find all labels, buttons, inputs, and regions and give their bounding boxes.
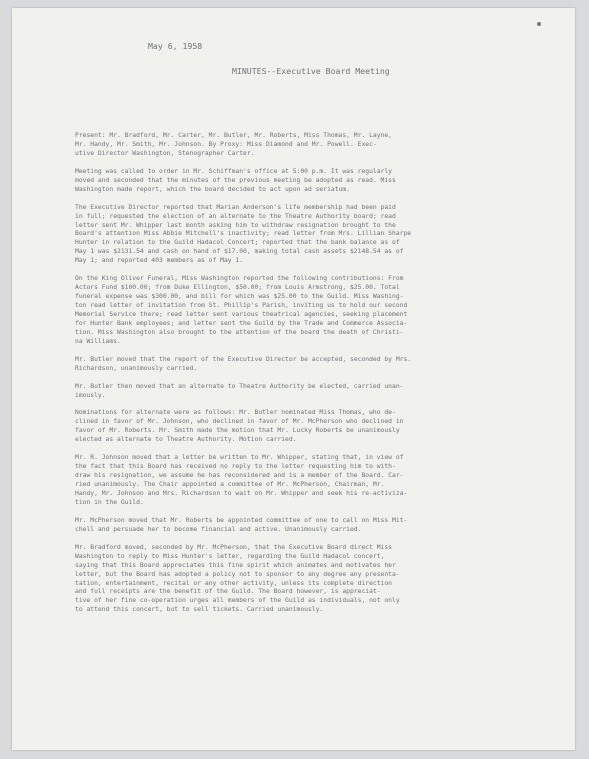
text-line: saying that this Board appreciates this fine spirit which animates and motivates her [75,561,396,569]
text-line: funeral expense was $300.00, and bill for which was $25.00 to the Guild. Miss Washing- [75,293,404,301]
text-line: letter, but the Board has adopted a policy not to sponsor to any degree any presenta- [75,570,400,578]
text-line: Washington to reply to Miss Hunter's letter, regarding the Guild Hadacol concert, [75,552,385,560]
paragraph [75,168,571,195]
text-line: On the King Oliver Funeral, Miss Washington reported the following contributions: From [75,275,404,283]
text-line: Mr. McPherson moved that Mr. Roberts be appointed committee of one to call on Miss Mit- [75,516,408,524]
text-line: for Hunter Bank employees; and letter sent the Guild by the Trade and Commerce Associa- [75,319,408,327]
text-line: Memorial Service there; read letter sent various theatrical agencies, seeking placement [75,311,408,319]
text-line: elected as alternate to Theatre Authority. Motion carried. [75,436,297,444]
text-line: Handy, Mr. Johnson and Mrs. Richardson to wait on Mr. Whipper and seek his re-activiza- [75,490,408,498]
text-line: draw his resignation, we assume he has reconsidered and is a member of the Board. Car- [75,472,404,480]
paragraph [75,383,571,401]
text-line: clined in favor of Mr. Johnson, who declined in favor of Mr. McPherson who declined in [75,418,404,426]
text-line: May 1; and reported 403 members as of May 1. [75,257,244,265]
text-line: Mr. R. Johnson moved that a letter be written to Mr. Whipper, stating that, in view of [75,454,404,462]
text-line: tion in the Guild. [75,498,144,506]
text-line: Present: Mr. Bradford, Mr. Carter, Mr. Butler, Mr. Roberts, Miss Thomas, Mr. Layne, [75,132,392,139]
text-line: Richardson, unanimously carried. [75,364,198,372]
text-line: May 1 was $2131.54 and cash on hand of $17.00, making total cash assets $2148.54 as of [75,248,404,256]
text-line: favor of Mr. Roberts. Mr. Smith made the motion that Mr. Lucky Roberts be unanimously [75,427,400,435]
text-line: Mr. Butler then moved that an alternate to Theatre Authority be elected, carried unan- [75,382,404,390]
paragraph [75,204,571,267]
text-line: in full; requested the election of an alternate to the Theatre Authority board; read [75,212,396,220]
text-line: Nominations for alternate were as follows: Mr. Butler nominated Miss Thomas, who de- [75,409,396,417]
text-line: the fact that this Board has received no reply to the letter requesting him to with- [75,463,396,471]
paragraph [75,275,571,347]
document-page [12,8,575,750]
document-body [75,132,571,624]
paragraph [75,409,571,445]
text-line: imously. [75,391,106,399]
paragraph [75,544,571,616]
text-line: letter sent Mr. Whipper last month asking him to withdraw resignation brought to the [75,221,396,229]
paragraph [75,517,571,535]
text-line: moved and seconded that the minutes of the previous meeting be adopted as read. Miss [75,176,396,184]
text-line: Hunter in relation to the Guild Hadacol Concert; reported that the bank balance as of [75,239,400,247]
text-line: tive of her fine co-operation urges all members of the Guild as individuals, not only [75,597,400,605]
text-line: Actors Fund $100.00; from Duke Ellington, $50.00; from Louis Armstrong, $25.00. Total [75,284,400,292]
text-line: Board's attention Miss Abbie Mitchell's inactivity; read letter from Mrs. Lillian Sharpe [75,230,412,238]
document-title: MINUTES--Executive Board Meeting [232,66,390,76]
text-line: tion. Miss Washington also brought to the attention of the board the death of Christi- [75,328,404,336]
paragraph [75,356,571,374]
text-line: na Williams. [75,337,121,345]
text-line: and full receipts are the benefit of the Guild. The Board however, is appreciat- [75,588,381,596]
text-line: The Executive Director reported that Marian Anderson's life membership had been paid [75,203,396,211]
text-line: Mr. Bradford moved, seconded by Mr. McPherson, that the Executive Board direct Miss [75,543,392,551]
corner-mark [537,22,541,26]
document-date: May 6, 1958 [148,41,203,51]
text-line: utive Director Washington, Stenographer Carter. [75,149,255,157]
paragraph [75,132,571,159]
text-line: ried unanimously. The Chair appointed a committee of Mr. McPherson, Chairman, Mr. [75,481,385,489]
text-line: ton read letter of invitation from St. Phillip's Parish, inviting us to hold our second [75,302,408,310]
text-line: Mr. Butler moved that the report of the Executive Director be accepted, seconded by Mrs. [75,355,412,363]
text-line: to attend this concert, but to sell tickets. Carried unanimously. [75,606,324,614]
text-line: Meeting was called to order in Mr. Schiffman's office at 5:00 p.m. It was regularly [75,167,392,175]
text-line: Mr. Handy, Mr. Smith, Mr. Johnson. By Proxy: Miss Diamond and Mr. Powell. Exec- [75,140,377,148]
text-line: Washington made report, which the board decided to act upon ad seriatum. [75,185,350,193]
text-line: chell and persuade her to become financial and active. Unanimously carried. [75,525,362,533]
paragraph [75,454,571,508]
text-line: tation, entertainment, recital or any other activity, unless its complete direction [75,579,392,587]
